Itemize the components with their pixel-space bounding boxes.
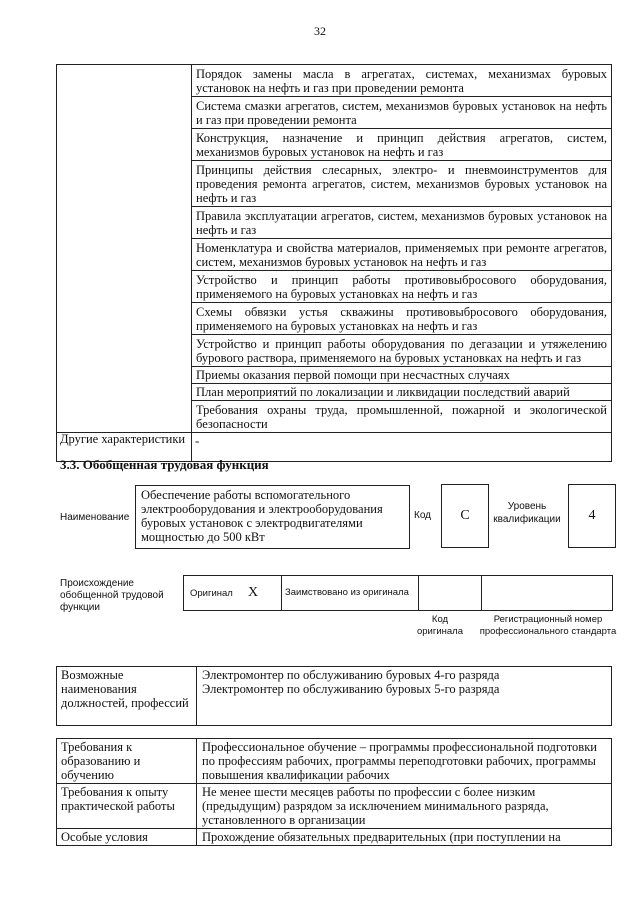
special-conditions-value: Прохождение обязательных предварительных (при поступлении на bbox=[197, 829, 612, 846]
function-name-box bbox=[135, 485, 410, 549]
experience-value: Не менее шести месяцев работы по профессии с более низким (предыдущим) разрядом за исключением минимального разряда, установленного в организации bbox=[197, 784, 612, 829]
reg-caption: Регистрационный номер профессионального стандарта bbox=[479, 614, 617, 637]
position-item: Электромонтер по обслуживанию буровых 4-го разряда bbox=[202, 668, 500, 682]
original-mark: X bbox=[245, 576, 282, 611]
registration-number-cell bbox=[482, 576, 613, 611]
knowledge-table bbox=[56, 64, 612, 462]
other-characteristics-label: Другие характеристики bbox=[57, 433, 192, 462]
page-number: 32 bbox=[314, 24, 326, 38]
other-characteristics-value: - bbox=[192, 433, 612, 462]
education-label: Требования к образованию и обучению bbox=[57, 739, 197, 784]
knowledge-item: Правила эксплуатации агрегатов, систем, механизмов буровых установок на нефть и газ bbox=[192, 207, 612, 239]
code-label: Код bbox=[414, 510, 432, 521]
origin-label: Происхождение обобщенной трудовой функции bbox=[60, 578, 164, 613]
knowledge-item: Номенклатура и свойства материалов, применяемых при ремонте агрегатов, систем, механизмов буровых установок на нефть и газ bbox=[192, 239, 612, 271]
knowledge-label-cell bbox=[57, 65, 192, 433]
knowledge-item: Устройство и принцип работы оборудования по дегазации и утяжелению бурового раствора, применяемого на буровых установках на нефть и газ bbox=[192, 335, 612, 367]
code-value: С bbox=[441, 484, 489, 548]
borrowed-label: Заимствовано из оригинала bbox=[282, 576, 419, 611]
original-code-cell bbox=[419, 576, 482, 611]
section-heading: 3.3. Обобщенная трудовая функция bbox=[60, 457, 269, 472]
requirements-table bbox=[56, 738, 612, 846]
knowledge-item: Схемы обвязки устья скважины противовыбросового оборудования, применяемого на буровых установках на нефть и газ bbox=[192, 303, 612, 335]
experience-label: Требования к опыту практической работы bbox=[57, 784, 197, 829]
education-value: Профессиональное обучение – программы профессиональной подготовки по профессиям рабочих, программы переподготовки рабочих, программы повышения квалификации рабочих bbox=[197, 739, 612, 784]
knowledge-item: Система смазки агрегатов, систем, механизмов буровых установок на нефть и газ при проведении ремонта bbox=[192, 97, 612, 129]
function-name-value: Обеспечение работы вспомогательного электрооборудования и электрооборудования буровых установок с электродвигателями мощностью до 500 кВт bbox=[141, 488, 383, 544]
knowledge-item: План мероприятий по локализации и ликвидации последствий аварий bbox=[192, 384, 612, 401]
knowledge-item: Устройство и принцип работы противовыбросового оборудования, применяемого на буровых установках на нефть и газ bbox=[192, 271, 612, 303]
knowledge-item: Требования охраны труда, промышленной, пожарной и экологической безопасности bbox=[192, 401, 612, 433]
positions-table bbox=[56, 666, 612, 726]
positions-label: Возможные наименования должностей, профессий bbox=[57, 667, 197, 726]
level-label: Уровень квалификации bbox=[493, 501, 561, 525]
knowledge-item: Порядок замены масла в агрегатах, системах, механизмах буровых установок на нефть и газ при проведении ремонта bbox=[192, 65, 612, 97]
original-label: Оригинал bbox=[184, 576, 246, 611]
level-value: 4 bbox=[568, 484, 616, 548]
knowledge-item: Принципы действия слесарных, электро- и пневмоинструментов для проведения ремонта агрегатов, систем, механизмов буровых установок на нефть и газ bbox=[192, 161, 612, 207]
origin-table bbox=[183, 575, 613, 611]
special-conditions-label: Особые условия bbox=[57, 829, 197, 846]
positions-values bbox=[197, 667, 612, 726]
knowledge-item: Конструкция, назначение и принцип действия агрегатов, систем, механизмов буровых установок на нефть и газ bbox=[192, 129, 612, 161]
name-label: Наименование bbox=[60, 512, 130, 523]
knowledge-item: Приемы оказания первой помощи при несчастных случаях bbox=[192, 367, 612, 384]
position-item: Электромонтер по обслуживанию буровых 5-го разряда bbox=[202, 682, 500, 696]
code-caption: Код оригинала bbox=[416, 614, 463, 637]
